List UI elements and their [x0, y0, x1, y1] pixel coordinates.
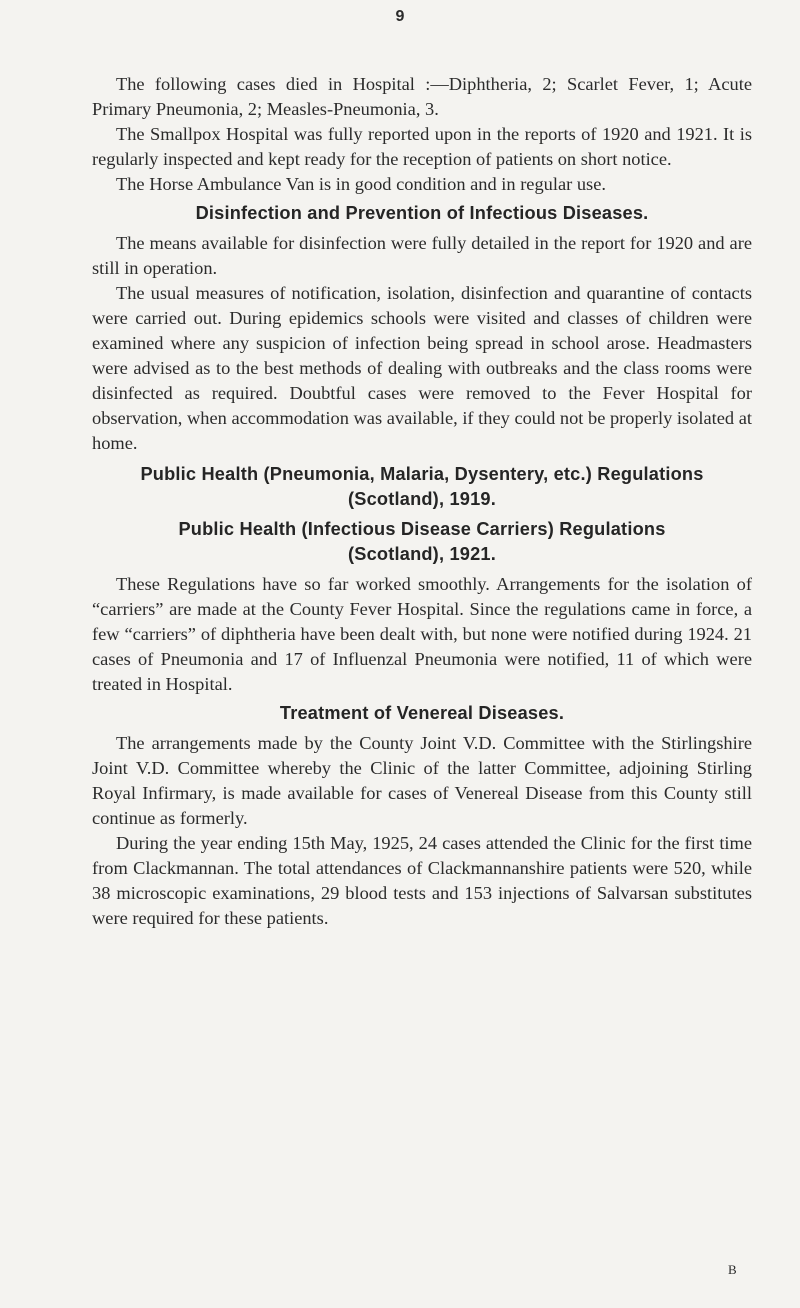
paragraph-horse-ambulance: The Horse Ambulance Van is in good condition and in regular use.	[116, 174, 606, 194]
heading-regulations-1921	[92, 517, 752, 567]
paragraph-disinfection-means: The means available for disinfection were fully detailed in the report for 1920 and are still in operation.	[92, 233, 752, 278]
paragraph-smallpox-hospital: The Smallpox Hospital was fully reported upon in the reports of 1920 and 1921. It is regularly inspected and kept ready for the reception of patients on short notice.	[92, 124, 752, 169]
heading-regulations-1921-line1: Public Health (Infectious Disease Carriers) Regulations	[178, 519, 666, 539]
heading-regulations-1919-line1: Public Health (Pneumonia, Malaria, Dysentery, etc.) Regulations	[140, 464, 704, 484]
heading-disinfection: Disinfection and Prevention of Infectious Diseases.	[195, 203, 649, 223]
heading-regulations-1919	[92, 462, 752, 512]
heading-venereal-diseases: Treatment of Venereal Diseases.	[279, 703, 565, 723]
page-number: 9	[395, 8, 405, 25]
signature-mark: B	[728, 1262, 737, 1277]
paragraph-usual-measures: The usual measures of notification, isolation, disinfection and quarantine of contacts were carried out. During epidemics schools were visited and classes of children were examined where any suspicion of infection being spread in school arose. Headmasters were advised as to the best methods of dealing with outbreaks and the class rooms were disinfected as required. Doubtful cases were removed to the Fever Hospital for observation, when accommodation was available, if they could not be properly isolated at home.	[92, 283, 752, 453]
heading-regulations-1921-line2: (Scotland), 1921.	[348, 544, 496, 564]
paragraph-vd-arrangements: The arrangements made by the County Joint V.D. Committee with the Stirlingshire Joint V.D. Committee whereby the Clinic of the latter Committee, adjoining Stirling Royal Infirmary, is made available for cases of Venereal Disease from this County still continue as formerly.	[92, 733, 752, 828]
heading-regulations-1919-line2: (Scotland), 1919.	[348, 489, 496, 509]
document-body	[92, 72, 752, 931]
paragraph-regulations-carriers: These Regulations have so far worked smoothly. Arrangements for the isolation of “carriers” are made at the County Fever Hospital. Since the regulations came in force, a few “carriers” of diphtheria have been dealt with, but none were notified during 1924. 21 cases of Pneumonia and 17 of Influenzal Pneumonia were notified, 11 of which were treated in Hospital.	[92, 574, 752, 694]
paragraph-vd-clinic-statistics: During the year ending 15th May, 1925, 24 cases attended the Clinic for the first time from Clackmannan. The total attendances of Clackmannanshire patients were 520, while 38 microscopic examinations, 29 blood tests and 153 injections of Salvarsan substitutes were required for these patients.	[92, 833, 752, 928]
paragraph-hospital-deaths: The following cases died in Hospital :—Diphtheria, 2; Scarlet Fever, 1; Acute Primary Pneumonia, 2; Measles-Pneumonia, 3.	[92, 74, 752, 119]
